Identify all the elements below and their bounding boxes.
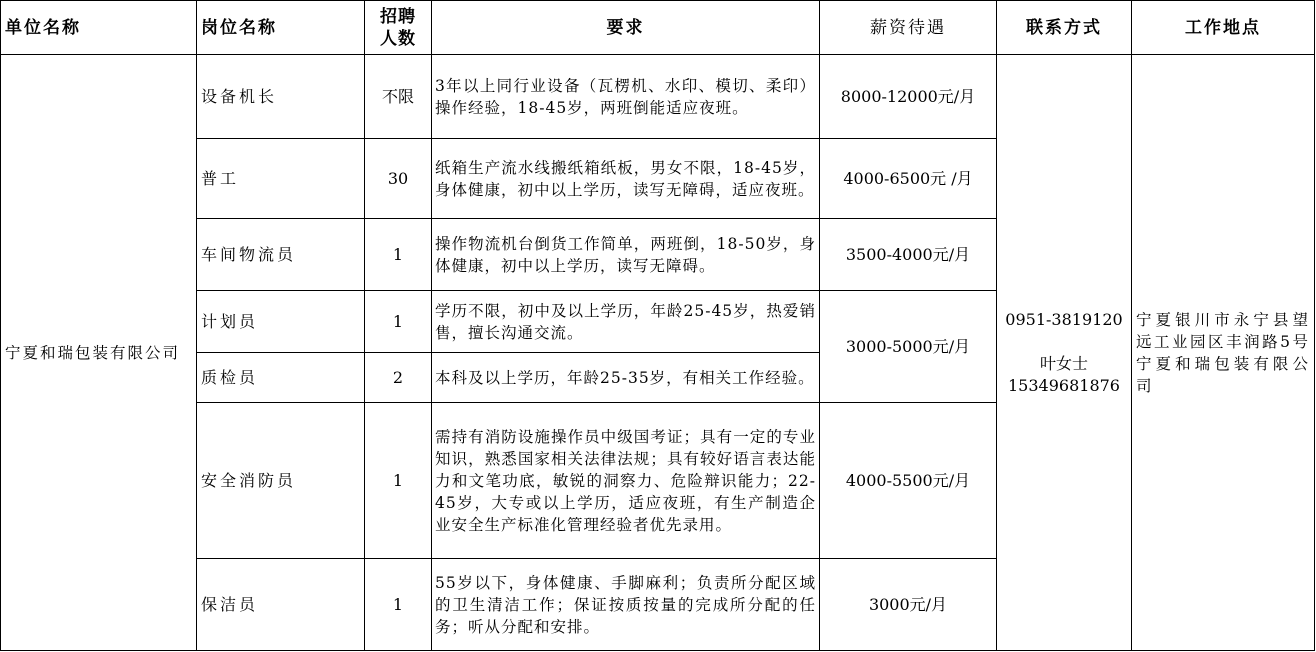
requirements: 55岁以下，身体健康、手脚麻利；负责所分配区域的卫生清洁工作；保证按质按量的完成所分配的任务；听从分配和安排。	[432, 559, 820, 651]
headcount: 1	[365, 403, 432, 559]
header-headcount-line2: 人数	[380, 28, 416, 49]
work-location: 宁夏银川市永宁县望远工业园区丰润路5号宁夏和瑞包装有限公司	[1132, 55, 1315, 651]
position-name: 计划员	[197, 291, 365, 353]
header-position: 岗位名称	[197, 1, 365, 55]
requirements: 操作物流机台倒货工作简单，两班倒，18-50岁，身体健康，初中以上学历，读写无障碍。	[432, 219, 820, 291]
contact-info	[997, 55, 1132, 651]
header-headcount-line1: 招聘	[380, 6, 416, 27]
salary: 8000-12000元/月	[820, 55, 997, 139]
header-salary: 薪资待遇	[820, 1, 997, 55]
salary: 4000-6500元 /月	[820, 139, 997, 219]
headcount: 不限	[365, 55, 432, 139]
requirements: 本科及以上学历，年龄25-35岁，有相关工作经验。	[432, 353, 820, 403]
headcount: 1	[365, 291, 432, 353]
contact-phone: 0951-3819120	[1005, 309, 1123, 329]
salary: 4000-5500元/月	[820, 403, 997, 559]
header-company: 单位名称	[1, 1, 197, 55]
header-row	[1, 1, 1315, 55]
position-name: 质检员	[197, 353, 365, 403]
header-headcount	[365, 1, 432, 55]
position-name: 普工	[197, 139, 365, 219]
requirements: 学历不限，初中及以上学历，年龄25-45岁，热爱销售，擅长沟通交流。	[432, 291, 820, 353]
contact-mobile: 15349681876	[1008, 375, 1120, 395]
position-name: 保洁员	[197, 559, 365, 651]
headcount: 1	[365, 559, 432, 651]
salary: 3000元/月	[820, 559, 997, 651]
company-name: 宁夏和瑞包装有限公司	[1, 55, 197, 651]
salary: 3500-4000元/月	[820, 219, 997, 291]
requirements: 3年以上同行业设备（瓦楞机、水印、模切、柔印）操作经验，18-45岁，两班倒能适应夜班。	[432, 55, 820, 139]
headcount: 30	[365, 139, 432, 219]
headcount: 2	[365, 353, 432, 403]
table-row	[1, 55, 1315, 139]
headcount: 1	[365, 219, 432, 291]
requirements: 需持有消防设施操作员中级国考证；具有一定的专业知识，熟悉国家相关法律法规；具有较好语言表达能力和文笔功底，敏锐的洞察力、危险辩识能力；22-45岁，大专或以上学历，适应夜班，有生产制造企业安全生产标准化管理经验者优先录用。	[432, 403, 820, 559]
salary: 3000-5000元/月	[820, 291, 997, 403]
header-contact: 联系方式	[997, 1, 1132, 55]
header-requirements: 要求	[432, 1, 820, 55]
contact-person: 叶女士	[1039, 353, 1088, 373]
position-name: 安全消防员	[197, 403, 365, 559]
requirements: 纸箱生产流水线搬纸箱纸板，男女不限，18-45岁，身体健康，初中以上学历，读写无障碍，适应夜班。	[432, 139, 820, 219]
header-location: 工作地点	[1132, 1, 1315, 55]
position-name: 车间物流员	[197, 219, 365, 291]
position-name: 设备机长	[197, 55, 365, 139]
